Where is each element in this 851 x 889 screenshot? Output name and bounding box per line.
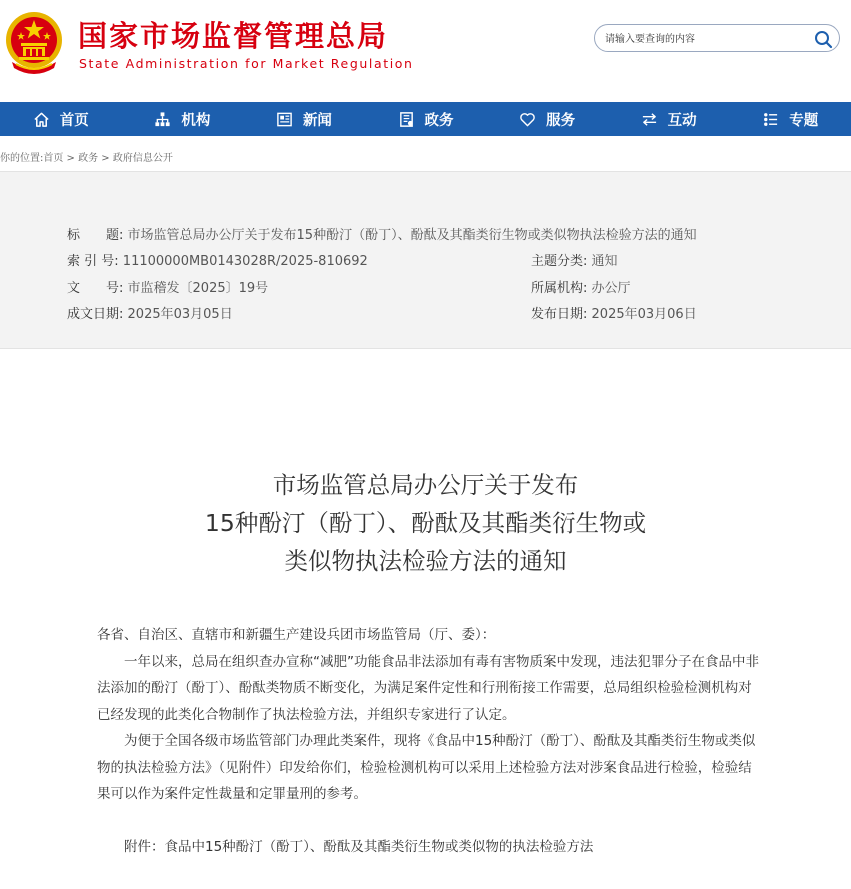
meta-topic-value: 通知 bbox=[591, 254, 618, 269]
nav-item-news[interactable] bbox=[243, 102, 365, 136]
breadcrumb-prefix: 你的位置: bbox=[0, 153, 44, 164]
meta-index-label: 索 引 号: bbox=[67, 254, 119, 269]
nav-item-interaction[interactable] bbox=[608, 102, 730, 136]
nav-label: 服务 bbox=[546, 112, 576, 129]
meta-org-value: 办公厅 bbox=[591, 281, 631, 296]
meta-org-row bbox=[531, 277, 631, 296]
meta-docno-label: 文 号: bbox=[67, 281, 124, 296]
national-emblem-logo[interactable] bbox=[4, 10, 64, 76]
search-icon[interactable] bbox=[813, 29, 833, 49]
meta-title-row bbox=[67, 224, 697, 243]
nav-label: 首页 bbox=[59, 112, 89, 129]
nav-label: 专题 bbox=[789, 112, 819, 129]
news-icon bbox=[276, 111, 293, 128]
home-icon bbox=[33, 111, 50, 128]
search-input[interactable] bbox=[603, 29, 807, 49]
meta-published-row bbox=[531, 303, 697, 322]
meta-created-value: 2025年03月05日 bbox=[127, 307, 233, 322]
meta-org-label: 所属机构: bbox=[531, 281, 588, 296]
document-paragraph: 一年以来，总局在组织查办宣称“减肥”功能食品非法添加有毒有害物质案中发现，违法犯罪分子在食品中非法添加的酚汀（酚丁）、酚酞类物质不断变化，为满足案件定性和行刑衔接工作需要，总局组织检验检测机构对已经发现的此类化合物制作了执法检验方法，并组织专家进行了认定。 bbox=[97, 653, 759, 723]
meta-topic-label: 主题分类: bbox=[531, 254, 588, 269]
meta-published-label: 发布日期: bbox=[531, 307, 588, 322]
meta-index-row bbox=[67, 250, 368, 269]
nav-item-home[interactable] bbox=[0, 102, 122, 136]
breadcrumb-separator: > bbox=[98, 153, 113, 164]
nav-label: 新闻 bbox=[302, 112, 332, 129]
meta-title-value: 市场监管总局办公厅关于发布15种酚汀（酚丁）、酚酞及其酯类衍生物或类似物执法检验方法的通知 bbox=[127, 228, 697, 243]
document-title-line: 市场监管总局办公厅关于发布 bbox=[272, 471, 579, 499]
document-attachment[interactable]: 附件：食品中15种酚汀（酚丁）、酚酞及其酯类衍生物或类似物的执法检验方法 bbox=[124, 838, 594, 855]
document-title-line: 15种酚汀（酚丁）、酚酞及其酯类衍生物或 bbox=[204, 509, 647, 537]
nav-label: 政务 bbox=[424, 112, 454, 129]
search-box bbox=[594, 24, 840, 52]
topic-icon bbox=[762, 111, 779, 128]
breadcrumb-item-info-disclosure[interactable]: 政府信息公开 bbox=[112, 153, 173, 164]
nav-item-topics[interactable] bbox=[729, 102, 851, 136]
exchange-icon bbox=[641, 111, 658, 128]
meta-created-row bbox=[67, 303, 233, 322]
document-body bbox=[97, 622, 765, 860]
meta-docno-value: 市监稽发〔2025〕19号 bbox=[127, 281, 269, 296]
meta-title-label: 标 题: bbox=[67, 228, 124, 243]
meta-published-value: 2025年03月06日 bbox=[591, 307, 697, 322]
site-subtitle: State Administration for Market Regulation bbox=[79, 56, 414, 71]
nav-label: 机构 bbox=[181, 112, 211, 129]
breadcrumb-separator: > bbox=[63, 153, 79, 164]
meta-docno-row bbox=[67, 277, 268, 296]
main-nav bbox=[0, 102, 851, 136]
breadcrumb-item-home[interactable]: 首页 bbox=[43, 153, 64, 164]
org-chart-icon bbox=[154, 111, 171, 128]
document-title bbox=[0, 466, 851, 580]
document-salutation: 各省、自治区、直辖市和新疆生产建设兵团市场监管局（厅、委）： bbox=[97, 627, 496, 643]
meta-created-label: 成文日期: bbox=[67, 307, 124, 322]
government-icon bbox=[398, 111, 415, 128]
nav-label: 互动 bbox=[667, 112, 697, 129]
meta-index-value: 11100000MB0143028R/2025-810692 bbox=[122, 254, 368, 269]
nav-item-organization[interactable] bbox=[122, 102, 244, 136]
document-paragraph: 为便于全国各级市场监管部门办理此类案件，现将《食品中15种酚汀（酚丁）、酚酞及其酯类衍生物或类似物的执法检验方法》（见附件）印发给你们，检验检测机构可以采用上述检验方法对涉案食品进行检验，检验结果可以作为案件定性裁量和定罪量刑的参考。 bbox=[97, 733, 756, 802]
nav-item-government[interactable] bbox=[365, 102, 487, 136]
site-header bbox=[0, 0, 851, 100]
document-meta-panel bbox=[0, 171, 851, 349]
meta-topic-row bbox=[531, 250, 618, 269]
breadcrumb-item-government[interactable]: 政务 bbox=[78, 153, 99, 164]
breadcrumb bbox=[0, 149, 173, 164]
document-title-line: 类似物执法检验方法的通知 bbox=[284, 547, 567, 575]
site-title[interactable]: 国家市场监督管理总局 bbox=[78, 19, 389, 53]
heart-icon bbox=[519, 111, 536, 128]
nav-item-services[interactable] bbox=[486, 102, 608, 136]
